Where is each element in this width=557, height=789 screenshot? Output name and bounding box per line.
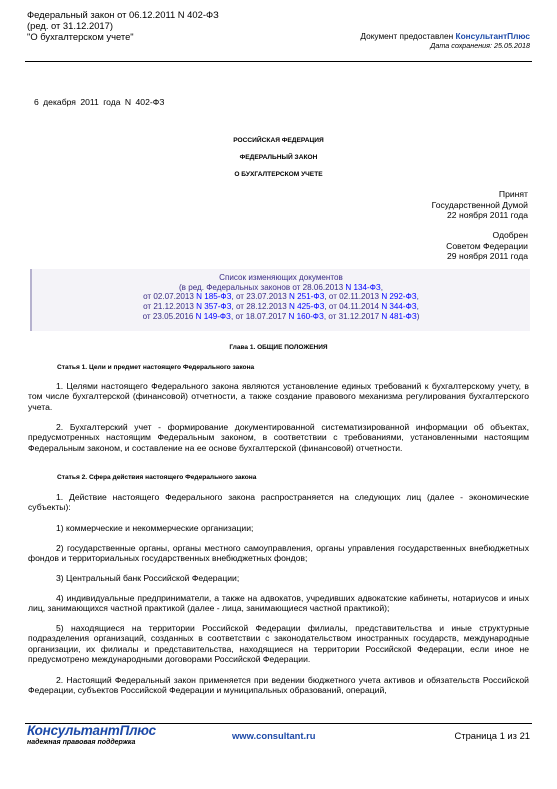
header-line: (ред. от 31.12.2017) (27, 20, 113, 31)
save-date: Дата сохранения: 25.05.2018 (430, 41, 530, 50)
amendment-text: , от 23.07.2013 (231, 292, 290, 302)
approved-block (446, 230, 528, 262)
amendment-text: от 02.07.2013 (143, 292, 197, 302)
header-divider (25, 61, 532, 62)
footer-tagline: надежная правовая поддержка (27, 739, 136, 746)
document-provider (360, 31, 530, 51)
amendment-law-link[interactable]: N 425-ФЗ (289, 302, 325, 312)
amendment-text: от 21.12.2013 (143, 302, 197, 312)
article-1-paragraph-1: 1. Целями настоящего Федерального закона являются установление единых требований к бухгалтерскому учету, в том числе бухгалтерской (финансовой) отчетности, а также создание правового механизма регулирования бухгалтерского учета. (28, 381, 529, 412)
amendment-law-link[interactable]: N 251-ФЗ (289, 292, 325, 302)
amendments-line (32, 302, 530, 312)
amendment-text: , от 31.12.2017 (323, 311, 382, 321)
amendment-law-link[interactable]: N 357-ФЗ (196, 302, 232, 312)
article-2-item-3: 3) Центральный банк Российской Федерации; (56, 573, 240, 583)
document-header-title (27, 9, 219, 42)
amendment-law-link[interactable]: N 344-ФЗ (381, 302, 417, 312)
adopted-line: 22 ноября 2011 года (447, 210, 528, 220)
approved-line: 29 ноября 2011 года (447, 251, 528, 261)
amendments-line (32, 283, 530, 293)
law-title: О БУХГАЛТЕРСКОМ УЧЕТЕ (234, 171, 323, 178)
law-date: 6 декабря 2011 года N 402-ФЗ (34, 97, 165, 107)
provided-by-label: Документ предоставлен (360, 31, 456, 41)
article-2-item-1: 1) коммерческие и некоммерческие организации; (56, 523, 254, 533)
article-2-item-4: 4) индивидуальные предприниматели, а также на адвокатов, учредивших адвокатские кабинеты, нотариусов и иных лиц, занимающихся частной практикой (далее - лица, занимающиеся частной практикой); (28, 593, 529, 614)
provider-brand[interactable]: КонсультантПлюс (455, 31, 530, 41)
law-type-heading: ФЕДЕРАЛЬНЫЙ ЗАКОН (239, 154, 318, 161)
article-2-item-2: 2) государственные органы, органы местного самоуправления, органы управления государственных внебюджетных фондов и территориальных государственных внебюджетных фондов; (28, 543, 529, 564)
adopted-line: Принят (498, 189, 528, 199)
header-line: Федеральный закон от 06.12.2011 N 402-ФЗ (27, 9, 219, 20)
amendment-text: , (416, 302, 419, 312)
adopted-block (432, 189, 528, 221)
footer-brand-name: КонсультантПлюс (27, 723, 156, 738)
amendment-text: , от 04.11.2014 (324, 302, 382, 312)
page-number: Страница 1 из 21 (454, 730, 530, 741)
amendment-text: , (416, 292, 419, 302)
chapter-heading: Глава 1. ОБЩИЕ ПОЛОЖЕНИЯ (229, 344, 328, 351)
article-1-title: Статья 1. Цели и предмет настоящего Федерального закона (57, 364, 255, 371)
amendment-law-link[interactable]: N 149-ФЗ (195, 311, 231, 321)
amendment-text: , (380, 282, 383, 292)
footer-website-link[interactable]: www.consultant.ru (232, 730, 316, 741)
article-2-title: Статья 2. Сфера действия настоящего Федерального закона (57, 474, 257, 481)
article-2-paragraph-1: 1. Действие настоящего Федерального закона распространяется на следующих лиц (далее - экономические субъекты): (28, 492, 529, 513)
amendment-law-link[interactable]: N 134-ФЗ (345, 282, 381, 292)
amendment-law-link[interactable]: N 160-ФЗ (288, 311, 324, 321)
amendments-line (32, 312, 530, 322)
amendments-line (32, 292, 530, 302)
amendments-heading: Список изменяющих документов (219, 273, 343, 282)
adopted-line: Государственной Думой (431, 199, 528, 210)
article-1-paragraph-2: 2. Бухгалтерский учет - формирование документированной систематизированной информации об объектах, предусмотренных настоящим Федеральным законом, в соответствии с требованиями, установленными настоящим Федеральным законом, и составление на ее основе бухгалтерской (финансовой) отчетности. (28, 422, 529, 453)
approved-line: Советом Федерации (446, 240, 528, 251)
amendment-text: от 23.05.2016 (142, 311, 196, 321)
country-heading: РОССИЙСКАЯ ФЕДЕРАЦИЯ (233, 137, 324, 144)
amendment-law-link[interactable]: N 481-ФЗ (381, 311, 417, 321)
approved-line: Одобрен (492, 230, 528, 240)
amendment-text: , от 28.12.2013 (231, 302, 290, 312)
footer-logo (27, 723, 156, 747)
amendment-law-link[interactable]: N 292-ФЗ (381, 292, 417, 302)
article-2-paragraph-2: 2. Настоящий Федеральный закон применяется при ведении бюджетного учета активов и обязательств Российской Федерации, субъектов Российской Федерации и муниципальных образований, операций, (28, 675, 529, 696)
amendment-text: , от 18.07.2017 (230, 311, 289, 321)
amendment-law-link[interactable]: N 185-ФЗ (196, 292, 232, 302)
article-2-item-5: 5) находящиеся на территории Российской Федерации филиалы, представительства и иные структурные подразделения организаций, созданных в соответствии с законодательством иностранных государств, международные организации, их филиалы и представительства, находящиеся на территории Российской Федерации, если иное не предусмотрено международными договорами Российской Федерации. (28, 623, 529, 664)
amendment-text: , от 02.11.2013 (324, 292, 382, 302)
amendments-box (30, 269, 530, 331)
amendment-text: ) (416, 311, 420, 321)
amendment-text: (в ред. Федеральных законов от 28.06.2013 (178, 282, 346, 292)
header-line: "О бухгалтерском учете" (27, 31, 134, 42)
